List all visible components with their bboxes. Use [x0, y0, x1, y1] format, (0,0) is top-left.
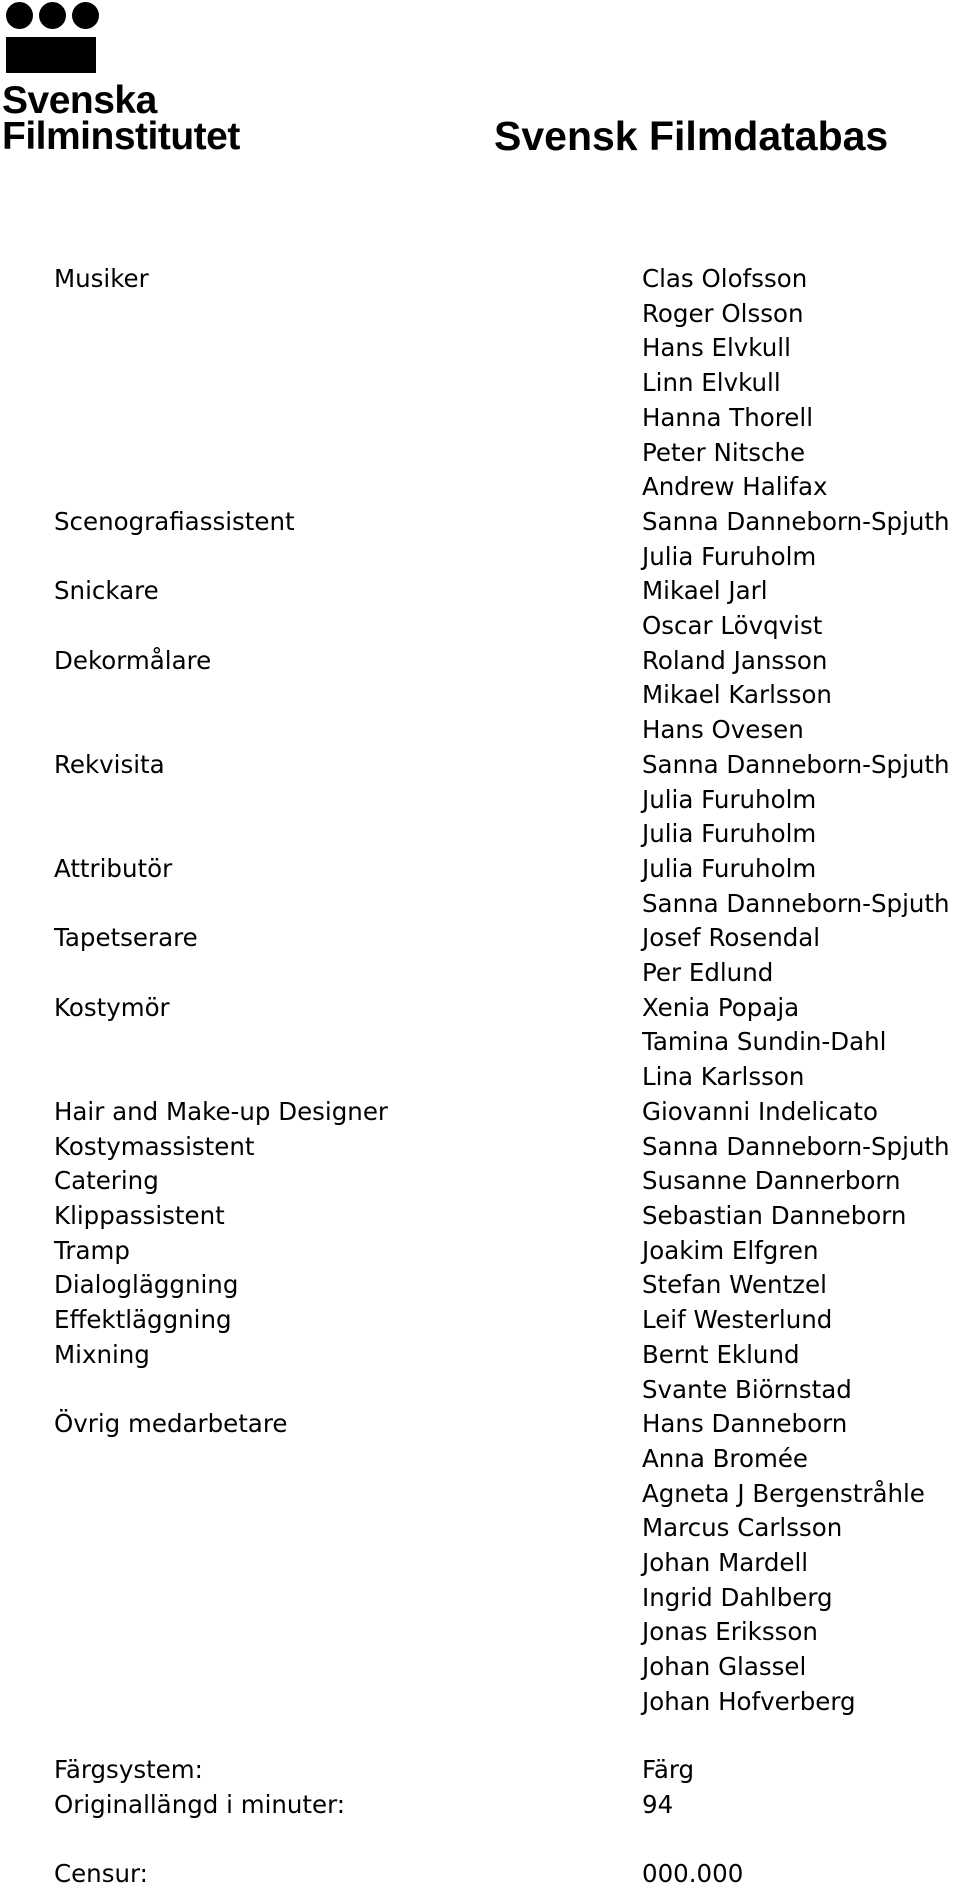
credit-name: Susanne Dannerborn — [642, 1166, 901, 1196]
credit-name: Mikael Karlsson — [642, 680, 832, 710]
credit-name: Josef Rosendal — [642, 923, 821, 953]
credit-role: Effektläggning — [54, 1305, 232, 1335]
credit-names — [642, 1095, 878, 1130]
credit-group — [54, 1407, 954, 1719]
credit-names — [642, 921, 820, 990]
credit-group — [54, 1130, 954, 1165]
credit-group — [54, 574, 954, 643]
length-row — [54, 1788, 954, 1823]
length-label: Originallängd i minuter: — [54, 1789, 346, 1819]
credit-names — [642, 574, 822, 643]
credit-name: Ingrid Dahlberg — [642, 1582, 833, 1612]
credit-names — [642, 748, 950, 852]
credit-name: Tamina Sundin-Dahl — [642, 1027, 887, 1057]
credit-names — [642, 1199, 906, 1234]
credit-role: Hair and Make-up Designer — [54, 1096, 388, 1126]
logo-dot — [6, 2, 33, 29]
credit-name: Marcus Carlsson — [642, 1513, 843, 1543]
credit-role: Mixning — [54, 1339, 150, 1369]
credit-group — [54, 921, 954, 990]
credit-name: Clas Olofsson — [642, 264, 808, 293]
credit-name: Roland Jansson — [642, 645, 828, 675]
credit-role: Musiker — [54, 264, 149, 293]
credit-name: Svante Biörnstad — [642, 1374, 852, 1404]
length-value: 94 — [642, 1789, 674, 1819]
credit-name: Julia Furuholm — [642, 541, 817, 571]
credit-name: Mikael Jarl — [642, 576, 768, 606]
logo-dot — [72, 2, 99, 29]
credit-group — [54, 748, 954, 852]
color-system-label: Färgsystem: — [54, 1755, 203, 1784]
logo-dots — [6, 2, 99, 29]
credit-role: Dekormålare — [54, 645, 212, 675]
credit-names — [642, 1234, 818, 1269]
credit-role: Klippassistent — [54, 1200, 225, 1230]
credit-name: Andrew Halifax — [642, 472, 828, 502]
credit-role: Tapetserare — [54, 923, 198, 953]
credit-name: Xenia Popaja — [642, 992, 800, 1022]
credit-name: Bernt Eklund — [642, 1339, 800, 1369]
credit-name: Giovanni Indelicato — [642, 1096, 879, 1126]
credit-names — [642, 991, 886, 1095]
credit-name: Lina Karlsson — [642, 1062, 805, 1092]
credit-group — [54, 1164, 954, 1199]
credit-role: Scenografiassistent — [54, 506, 295, 536]
credit-names — [642, 1303, 832, 1338]
credit-group — [54, 1199, 954, 1234]
credits-list — [54, 262, 954, 1720]
credit-name: Sanna Danneborn-Spjuth — [642, 749, 950, 779]
censur-label: Censur: — [54, 1859, 148, 1889]
credit-names — [642, 1130, 950, 1165]
credit-group — [54, 1338, 954, 1407]
credit-names — [642, 1164, 901, 1199]
credit-group — [54, 991, 954, 1095]
credit-name: Johan Glassel — [642, 1652, 807, 1682]
credit-name: Peter Nitsche — [642, 437, 806, 467]
credit-names — [642, 852, 950, 921]
credit-role: Kostymassistent — [54, 1131, 255, 1161]
credit-name: Sanna Danneborn-Spjuth — [642, 888, 950, 918]
credit-names — [642, 1338, 852, 1407]
credit-name: Anna Bromée — [642, 1443, 808, 1473]
credit-names — [642, 1268, 827, 1303]
credit-name: Hanna Thorell — [642, 402, 813, 432]
credit-role: Övrig medarbetare — [54, 1409, 288, 1439]
credit-name: Hans Elvkull — [642, 333, 791, 363]
credit-name: Hans Danneborn — [642, 1409, 848, 1439]
credit-role: Snickare — [54, 576, 159, 606]
credit-role: Dialogläggning — [54, 1270, 239, 1300]
logo-square — [6, 37, 96, 73]
credit-names — [642, 1407, 925, 1719]
credit-group — [54, 1303, 954, 1338]
logo-text-line1: Svenska — [2, 79, 157, 122]
credit-name: Julia Furuholm — [642, 819, 817, 849]
color-system-value: Färg — [642, 1755, 695, 1784]
credit-name: Hans Ovesen — [642, 715, 804, 745]
credit-name: Julia Furuholm — [642, 784, 817, 814]
logo-dot — [39, 2, 66, 29]
credit-role: Catering — [54, 1166, 159, 1196]
credit-name: Oscar Lövqvist — [642, 611, 823, 641]
credit-name: Sanna Danneborn-Spjuth — [642, 506, 950, 536]
color-system-row — [54, 1753, 954, 1788]
film-facts — [54, 1753, 954, 1892]
credit-name: Johan Mardell — [642, 1548, 809, 1578]
credit-role: Tramp — [54, 1235, 130, 1265]
credit-name: Sanna Danneborn-Spjuth — [642, 1131, 950, 1161]
logo-text-line2: Filminstitutet — [2, 115, 240, 158]
credit-name: Per Edlund — [642, 958, 774, 988]
credit-role: Kostymör — [54, 992, 170, 1022]
credit-group — [54, 1234, 954, 1269]
credit-names — [642, 644, 832, 748]
credit-names — [642, 505, 950, 574]
credit-name: Joakim Elfgren — [642, 1235, 819, 1265]
credit-name: Leif Westerlund — [642, 1305, 833, 1335]
page-title: Svensk Filmdatabas — [494, 113, 889, 159]
credit-group — [54, 505, 954, 574]
credit-name: Sebastian Danneborn — [642, 1200, 907, 1230]
censur-value: 000.000 — [642, 1859, 744, 1889]
credit-names — [642, 262, 827, 505]
credit-group — [54, 262, 954, 505]
credit-group — [54, 1268, 954, 1303]
credit-role: Rekvisita — [54, 749, 165, 779]
credit-role: Attributör — [54, 853, 173, 883]
credit-group — [54, 852, 954, 921]
credit-name: Johan Hofverberg — [642, 1686, 856, 1716]
credit-name: Agneta J Bergenstråhle — [642, 1478, 925, 1508]
credit-group — [54, 644, 954, 748]
credit-group — [54, 1095, 954, 1130]
credit-name: Stefan Wentzel — [642, 1270, 827, 1300]
credit-name: Linn Elvkull — [642, 368, 781, 398]
credit-name: Jonas Eriksson — [642, 1617, 818, 1647]
credit-name: Roger Olsson — [642, 298, 804, 328]
credit-name: Julia Furuholm — [642, 853, 817, 883]
